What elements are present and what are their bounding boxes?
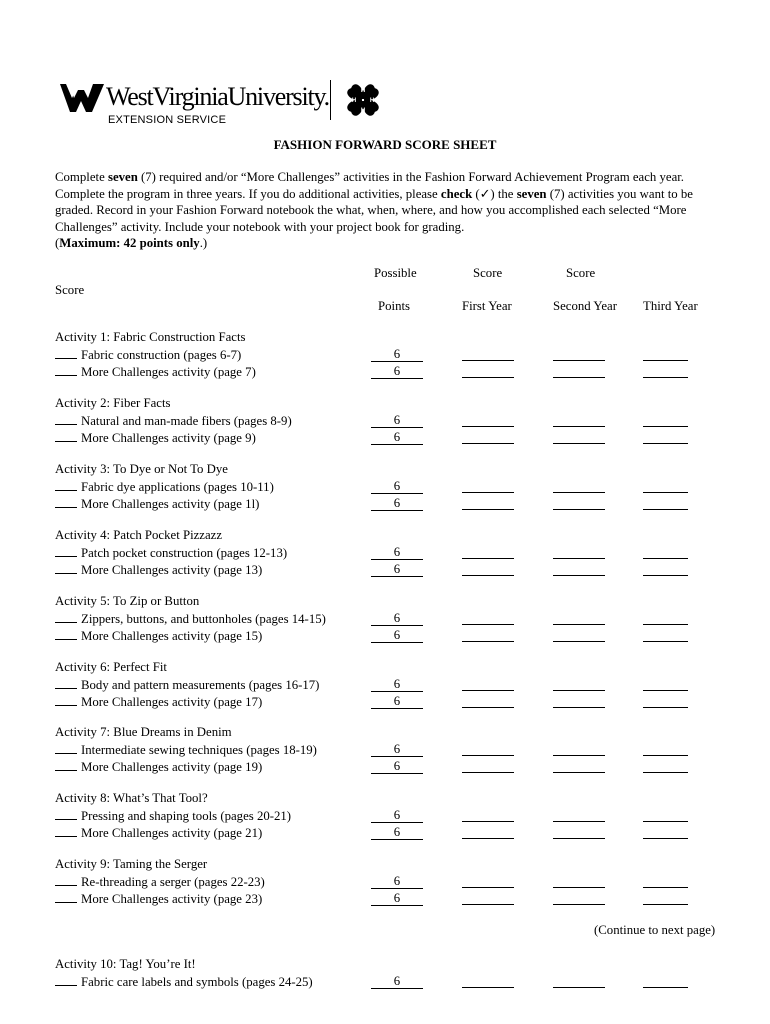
second-year-score-blank[interactable] bbox=[553, 575, 605, 576]
activity-item bbox=[55, 413, 292, 429]
activity-title: Activity 5: To Zip or Button bbox=[55, 594, 200, 608]
third-year-score-blank[interactable] bbox=[643, 575, 688, 576]
first-year-score-blank[interactable] bbox=[462, 755, 514, 756]
first-year-score-blank[interactable] bbox=[462, 558, 514, 559]
activity-item-text: Intermediate sewing techniques (pages 18-19) bbox=[81, 743, 317, 757]
possible-points-value: 6 bbox=[371, 759, 423, 774]
first-year-score-blank[interactable] bbox=[462, 838, 514, 839]
first-year-score-blank[interactable] bbox=[462, 492, 514, 493]
activity-title: Activity 4: Patch Pocket Pizzazz bbox=[55, 528, 223, 542]
third-year-score-blank[interactable] bbox=[643, 558, 688, 559]
second-year-score-blank[interactable] bbox=[553, 641, 605, 642]
activity-title: Activity 9: Taming the Serger bbox=[55, 857, 208, 871]
activity-item-row bbox=[55, 694, 745, 710]
second-year-score-blank[interactable] bbox=[553, 492, 605, 493]
activity-item-text: More Challenges activity (page 17) bbox=[81, 694, 263, 709]
intro-text: ( bbox=[55, 236, 60, 250]
activity-item bbox=[55, 479, 274, 495]
activity-title: Activity 8: What’s That Tool? bbox=[55, 791, 208, 805]
activity-item-text: Natural and man-made fibers (pages 8-9) bbox=[81, 414, 292, 428]
second-year-score-blank[interactable] bbox=[553, 624, 605, 625]
possible-points-value: 6 bbox=[371, 479, 423, 494]
possible-points-value: 6 bbox=[371, 808, 423, 823]
activity-item bbox=[55, 611, 326, 627]
activity-item bbox=[55, 825, 262, 841]
third-year-score-blank[interactable] bbox=[643, 377, 688, 378]
logo-divider bbox=[330, 80, 331, 120]
third-year-score-blank[interactable] bbox=[643, 755, 688, 756]
third-year-score-blank[interactable] bbox=[643, 838, 688, 839]
activity-item-text: More Challenges activity (page 19) bbox=[81, 759, 263, 774]
possible-points-value: 6 bbox=[371, 413, 423, 428]
svg-text:H: H bbox=[369, 98, 375, 104]
continue-note: (Continue to next page) bbox=[594, 923, 716, 937]
activity-item-row bbox=[55, 974, 745, 990]
activity-item bbox=[55, 694, 262, 710]
activity-item-text: More Challenges activity (page 23) bbox=[81, 891, 263, 906]
possible-points-value: 6 bbox=[371, 742, 423, 757]
check-blank[interactable] bbox=[55, 742, 77, 754]
possible-points-value: 6 bbox=[371, 545, 423, 560]
activity-item bbox=[55, 347, 241, 363]
first-year-score-blank[interactable] bbox=[462, 772, 514, 773]
svg-text:H: H bbox=[351, 98, 357, 104]
possible-points-value: 6 bbox=[371, 628, 423, 643]
instructions-paragraph bbox=[55, 169, 727, 252]
possible-points-value: 6 bbox=[371, 562, 423, 577]
intro-text: (7) activities you want to be graded. Record in your Fashion Forward notebook the what, when, where, and how you accomplished each selected “More Challenges” activity. Include your notebook with your project book for grading. bbox=[55, 186, 693, 234]
check-blank[interactable] bbox=[55, 413, 77, 425]
activity-title: Activity 10: Tag! You’re It! bbox=[55, 957, 196, 971]
second-year-score-blank[interactable] bbox=[553, 377, 605, 378]
activity-item bbox=[55, 808, 291, 824]
possible-points-value: 6 bbox=[371, 974, 423, 989]
activity-item-row bbox=[55, 364, 745, 380]
second-year-score-blank[interactable] bbox=[553, 904, 605, 905]
activity-item bbox=[55, 742, 317, 758]
activity-title: Activity 2: Fiber Facts bbox=[55, 396, 171, 410]
activity-item-row bbox=[55, 742, 745, 758]
activity-item-row bbox=[55, 611, 745, 627]
activity-item-row bbox=[55, 628, 745, 644]
activity-item bbox=[55, 496, 259, 512]
activity-item-row bbox=[55, 430, 745, 446]
second-year-score-blank[interactable] bbox=[553, 772, 605, 773]
first-year-score-blank[interactable] bbox=[462, 575, 514, 576]
possible-points-value: 6 bbox=[371, 677, 423, 692]
activity-item bbox=[55, 974, 313, 990]
third-year-score-blank[interactable] bbox=[643, 887, 688, 888]
possible-points-value: 6 bbox=[371, 874, 423, 889]
activity-item bbox=[55, 759, 262, 775]
check-blank[interactable] bbox=[55, 545, 77, 557]
activity-item-row bbox=[55, 874, 745, 890]
first-year-score-blank[interactable] bbox=[462, 624, 514, 625]
first-year-score-blank[interactable] bbox=[462, 987, 514, 988]
second-year-score-blank[interactable] bbox=[553, 821, 605, 822]
third-year-score-blank[interactable] bbox=[643, 690, 688, 691]
third-year-score-blank[interactable] bbox=[643, 904, 688, 905]
activity-item bbox=[55, 677, 319, 693]
activity-item-text: Fabric dye applications (pages 10-11) bbox=[81, 480, 274, 494]
activity-item-row bbox=[55, 413, 745, 429]
third-year-score-blank[interactable] bbox=[643, 360, 688, 361]
activity-item-text: More Challenges activity (page 1l) bbox=[81, 496, 260, 511]
maximum-points-note: Maximum: 42 points only bbox=[59, 236, 200, 250]
wvu-flying-wv-icon bbox=[60, 82, 104, 118]
second-year-header: Second Year bbox=[553, 299, 617, 313]
second-year-score-blank[interactable] bbox=[553, 443, 605, 444]
activity-title: Activity 3: To Dye or Not To Dye bbox=[55, 462, 228, 476]
second-year-score-blank[interactable] bbox=[553, 690, 605, 691]
activity-item-row bbox=[55, 347, 745, 363]
first-year-score-blank[interactable] bbox=[462, 360, 514, 361]
possible-points-value: 6 bbox=[371, 364, 423, 379]
activity-item-text: Patch pocket construction (pages 12-13) bbox=[81, 546, 288, 560]
activity-item-text: More Challenges activity (page 9) bbox=[81, 430, 256, 445]
third-year-score-blank[interactable] bbox=[643, 509, 688, 510]
header-logo bbox=[60, 78, 400, 134]
score-header-second: Score bbox=[566, 266, 596, 280]
activity-item bbox=[55, 628, 262, 644]
third-year-score-blank[interactable] bbox=[643, 443, 688, 444]
second-year-score-blank[interactable] bbox=[553, 509, 605, 510]
activity-item-text: Body and pattern measurements (pages 16-17) bbox=[81, 678, 320, 692]
intro-text: (✓) the bbox=[472, 186, 517, 201]
second-year-score-blank[interactable] bbox=[553, 360, 605, 361]
extension-service-label: EXTENSION SERVICE bbox=[108, 114, 227, 126]
third-year-score-blank[interactable] bbox=[643, 426, 688, 427]
third-year-score-blank[interactable] bbox=[643, 641, 688, 642]
activity-item-text: Zippers, buttons, and buttonholes (pages 14-15) bbox=[81, 612, 326, 626]
third-year-score-blank[interactable] bbox=[643, 707, 688, 708]
activity-item bbox=[55, 874, 265, 890]
activity-item-text: More Challenges activity (page 21) bbox=[81, 825, 263, 840]
score-column-label: Score bbox=[55, 283, 85, 297]
third-year-score-blank[interactable] bbox=[643, 987, 688, 988]
second-year-score-blank[interactable] bbox=[553, 558, 605, 559]
first-year-score-blank[interactable] bbox=[462, 821, 514, 822]
intro-bold-seven: seven bbox=[107, 170, 138, 184]
activity-item-text: More Challenges activity (page 15) bbox=[81, 628, 263, 643]
score-header-first: Score bbox=[473, 266, 503, 280]
second-year-score-blank[interactable] bbox=[553, 838, 605, 839]
check-blank[interactable] bbox=[55, 364, 77, 376]
activity-item-row bbox=[55, 496, 745, 512]
third-year-score-blank[interactable] bbox=[643, 492, 688, 493]
check-blank[interactable] bbox=[55, 874, 77, 886]
second-year-score-blank[interactable] bbox=[553, 987, 605, 988]
activity-item-text: Pressing and shaping tools (pages 20-21) bbox=[81, 809, 292, 823]
possible-points-value: 6 bbox=[371, 825, 423, 840]
first-year-score-blank[interactable] bbox=[462, 641, 514, 642]
activity-title: Activity 6: Perfect Fit bbox=[55, 660, 167, 674]
check-blank[interactable] bbox=[55, 825, 77, 837]
activity-item-text: Fabric construction (pages 6-7) bbox=[81, 348, 242, 362]
activity-item-row bbox=[55, 677, 745, 693]
intro-text: Complete bbox=[55, 170, 108, 184]
possible-header: Possible bbox=[374, 266, 417, 280]
check-blank[interactable] bbox=[55, 974, 77, 986]
third-year-score-blank[interactable] bbox=[643, 772, 688, 773]
third-year-header: Third Year bbox=[643, 299, 698, 313]
check-blank[interactable] bbox=[55, 891, 77, 903]
activity-item-row bbox=[55, 479, 745, 495]
first-year-score-blank[interactable] bbox=[462, 887, 514, 888]
activity-item-row bbox=[55, 759, 745, 775]
intro-bold-seven: seven bbox=[516, 186, 547, 201]
second-year-score-blank[interactable] bbox=[553, 755, 605, 756]
activity-item-row bbox=[55, 808, 745, 824]
possible-points-value: 6 bbox=[371, 694, 423, 709]
first-year-score-blank[interactable] bbox=[462, 690, 514, 691]
page-title: FASHION FORWARD SCORE SHEET bbox=[273, 137, 497, 152]
activity-item-text: Fabric care labels and symbols (pages 24-25) bbox=[81, 975, 313, 989]
activity-item-text: More Challenges activity (page 13) bbox=[81, 562, 263, 577]
first-year-header: First Year bbox=[462, 299, 512, 313]
check-blank[interactable] bbox=[55, 496, 77, 508]
first-year-score-blank[interactable] bbox=[462, 707, 514, 708]
check-blank[interactable] bbox=[55, 562, 77, 574]
check-blank[interactable] bbox=[55, 430, 77, 442]
activity-item bbox=[55, 364, 256, 380]
possible-points-value: 6 bbox=[371, 611, 423, 626]
check-blank[interactable] bbox=[55, 808, 77, 820]
points-header: Points bbox=[378, 299, 411, 313]
possible-points-value: 6 bbox=[371, 347, 423, 362]
check-blank[interactable] bbox=[55, 611, 77, 623]
activity-item-row bbox=[55, 825, 745, 841]
activity-item-row bbox=[55, 562, 745, 578]
check-blank[interactable] bbox=[55, 347, 77, 359]
intro-text: .) bbox=[199, 236, 208, 250]
activity-item-row bbox=[55, 545, 745, 561]
university-wordmark: WestVirginiaUniversity. bbox=[106, 82, 329, 111]
svg-text:H: H bbox=[360, 88, 366, 94]
second-year-score-blank[interactable] bbox=[553, 887, 605, 888]
svg-text:H: H bbox=[360, 108, 366, 114]
third-year-score-blank[interactable] bbox=[643, 624, 688, 625]
activity-item-text: Re-threading a serger (pages 22-23) bbox=[81, 875, 265, 889]
check-blank[interactable] bbox=[55, 694, 77, 706]
second-year-score-blank[interactable] bbox=[553, 426, 605, 427]
check-blank[interactable] bbox=[55, 479, 77, 491]
activity-item-text: More Challenges activity (page 7) bbox=[81, 364, 256, 379]
first-year-score-blank[interactable] bbox=[462, 377, 514, 378]
intro-bold-check: check bbox=[440, 186, 473, 201]
third-year-score-blank[interactable] bbox=[643, 821, 688, 822]
first-year-score-blank[interactable] bbox=[462, 904, 514, 905]
activity-item-row bbox=[55, 891, 745, 907]
second-year-score-blank[interactable] bbox=[553, 707, 605, 708]
activity-title: Activity 1: Fabric Construction Facts bbox=[55, 330, 246, 344]
first-year-score-blank[interactable] bbox=[462, 509, 514, 510]
intro-text: (7) required and/or “More Challenges” activities in the Fashion Forward Achievement Program each year. Complete the program in three years. If you do additional activities, please bbox=[55, 170, 685, 201]
four-h-clover-icon bbox=[343, 80, 383, 120]
first-year-score-blank[interactable] bbox=[462, 443, 514, 444]
activity-item bbox=[55, 891, 262, 907]
activity-item bbox=[55, 562, 262, 578]
possible-points-value: 6 bbox=[371, 891, 423, 906]
activity-item bbox=[55, 430, 256, 446]
check-blank[interactable] bbox=[55, 628, 77, 640]
first-year-score-blank[interactable] bbox=[462, 426, 514, 427]
check-blank[interactable] bbox=[55, 759, 77, 771]
activity-item bbox=[55, 545, 287, 561]
possible-points-value: 6 bbox=[371, 430, 423, 445]
activity-title: Activity 7: Blue Dreams in Denim bbox=[55, 725, 232, 739]
check-blank[interactable] bbox=[55, 677, 77, 689]
possible-points-value: 6 bbox=[371, 496, 423, 511]
